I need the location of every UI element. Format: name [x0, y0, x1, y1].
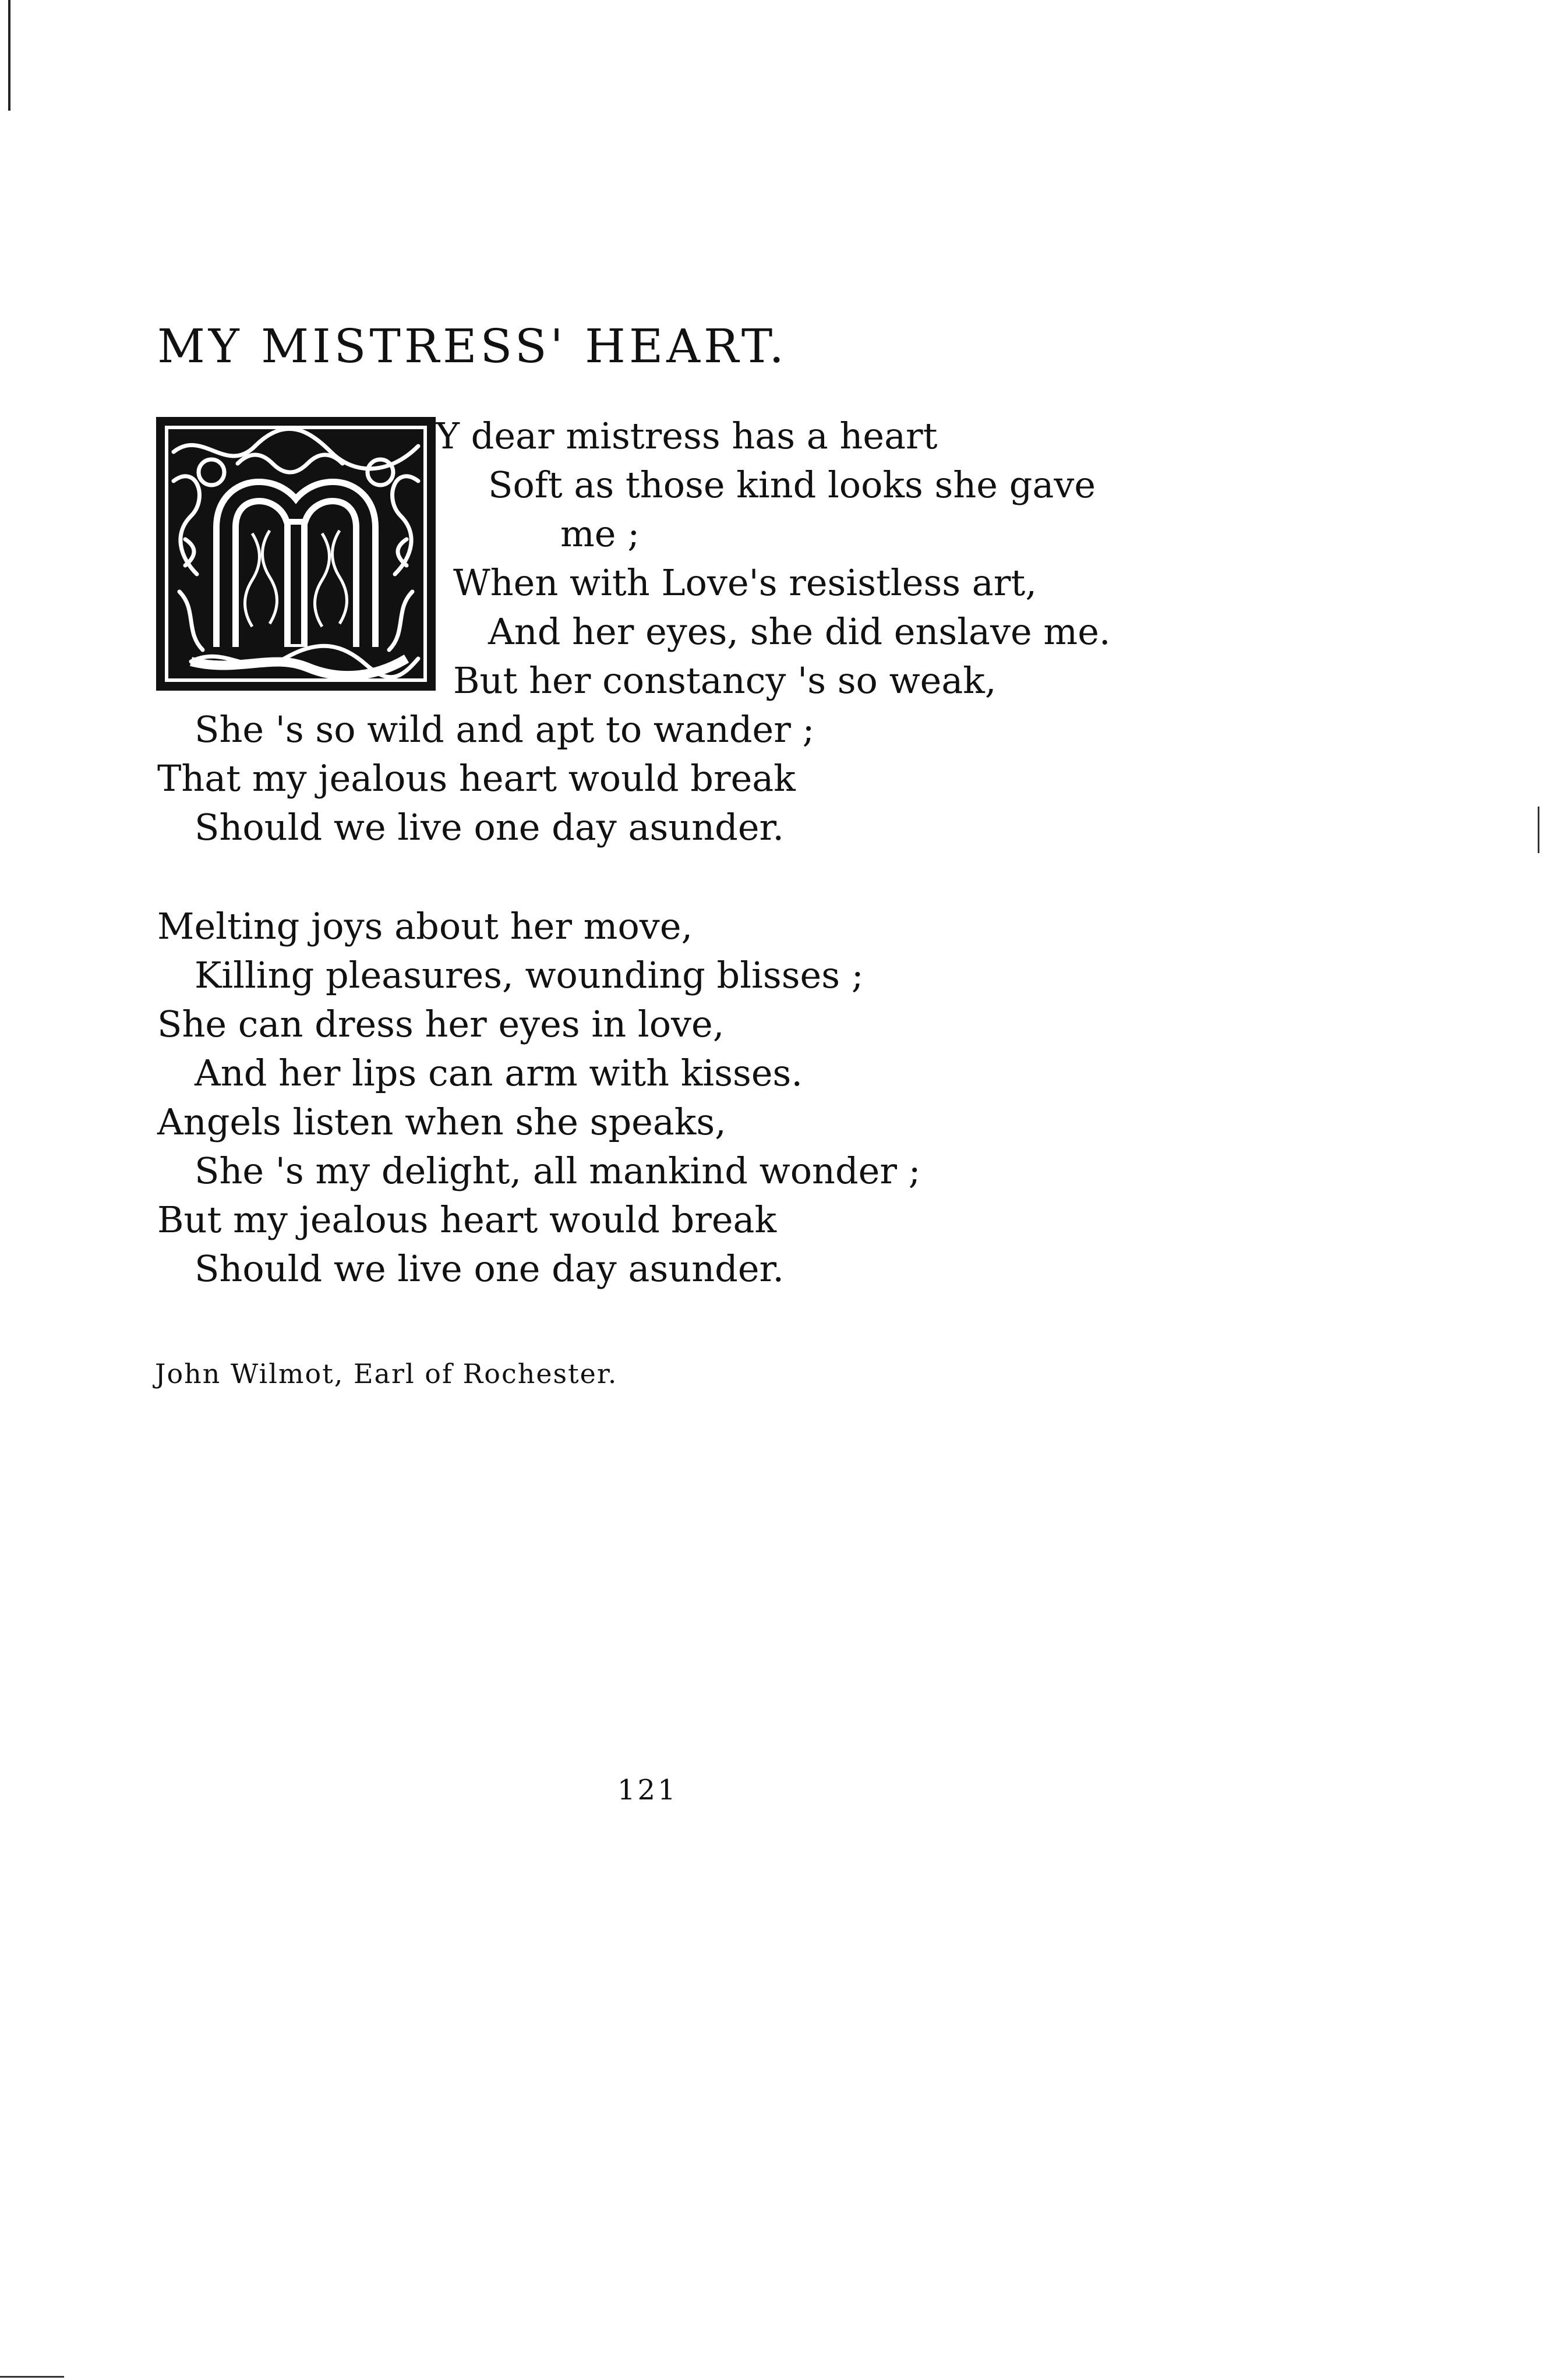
poem-line: She can dress her eyes in love, [157, 1003, 725, 1045]
poem-line: And her eyes, she did enslave me. [488, 610, 1111, 653]
poem-line: Y dear mistress has a heart [436, 415, 938, 457]
poem-line: Soft as those kind looks she gave [488, 464, 1096, 506]
ornament-initial-icon [156, 417, 436, 691]
poem-line: She 's so wild and apt to wander ; [195, 708, 815, 751]
poem-line: Should we live one day asunder. [195, 1247, 785, 1290]
poem-line: Killing pleasures, wounding blisses ; [195, 954, 864, 996]
poem-line: But her constancy 's so weak, [453, 659, 997, 702]
scan-artifact-right [1538, 807, 1539, 853]
author-attribution: John Wilmot, Earl of Rochester. [155, 1358, 618, 1389]
poem-line: me ; [560, 512, 640, 555]
poem-line: She 's my delight, all mankind wonder ; [195, 1150, 921, 1192]
poem-line: Angels listen when she speaks, [157, 1101, 726, 1143]
decorated-initial-m [156, 417, 436, 691]
poem-line: When with Love's resistless art, [453, 561, 1037, 604]
poem-line: Should we live one day asunder. [195, 806, 785, 848]
poem-title: MY MISTRESS' HEART. [157, 319, 787, 373]
poem-line: And her lips can arm with kisses. [195, 1052, 803, 1094]
poem-line: But my jealous heart would break [157, 1198, 777, 1241]
poem-line: Melting joys about her move, [157, 905, 693, 947]
page-number: 121 [617, 1774, 678, 1806]
scan-artifact-bottom [0, 2376, 64, 2378]
poem-line: That my jealous heart would break [157, 757, 796, 800]
scan-artifact-left [8, 0, 10, 111]
